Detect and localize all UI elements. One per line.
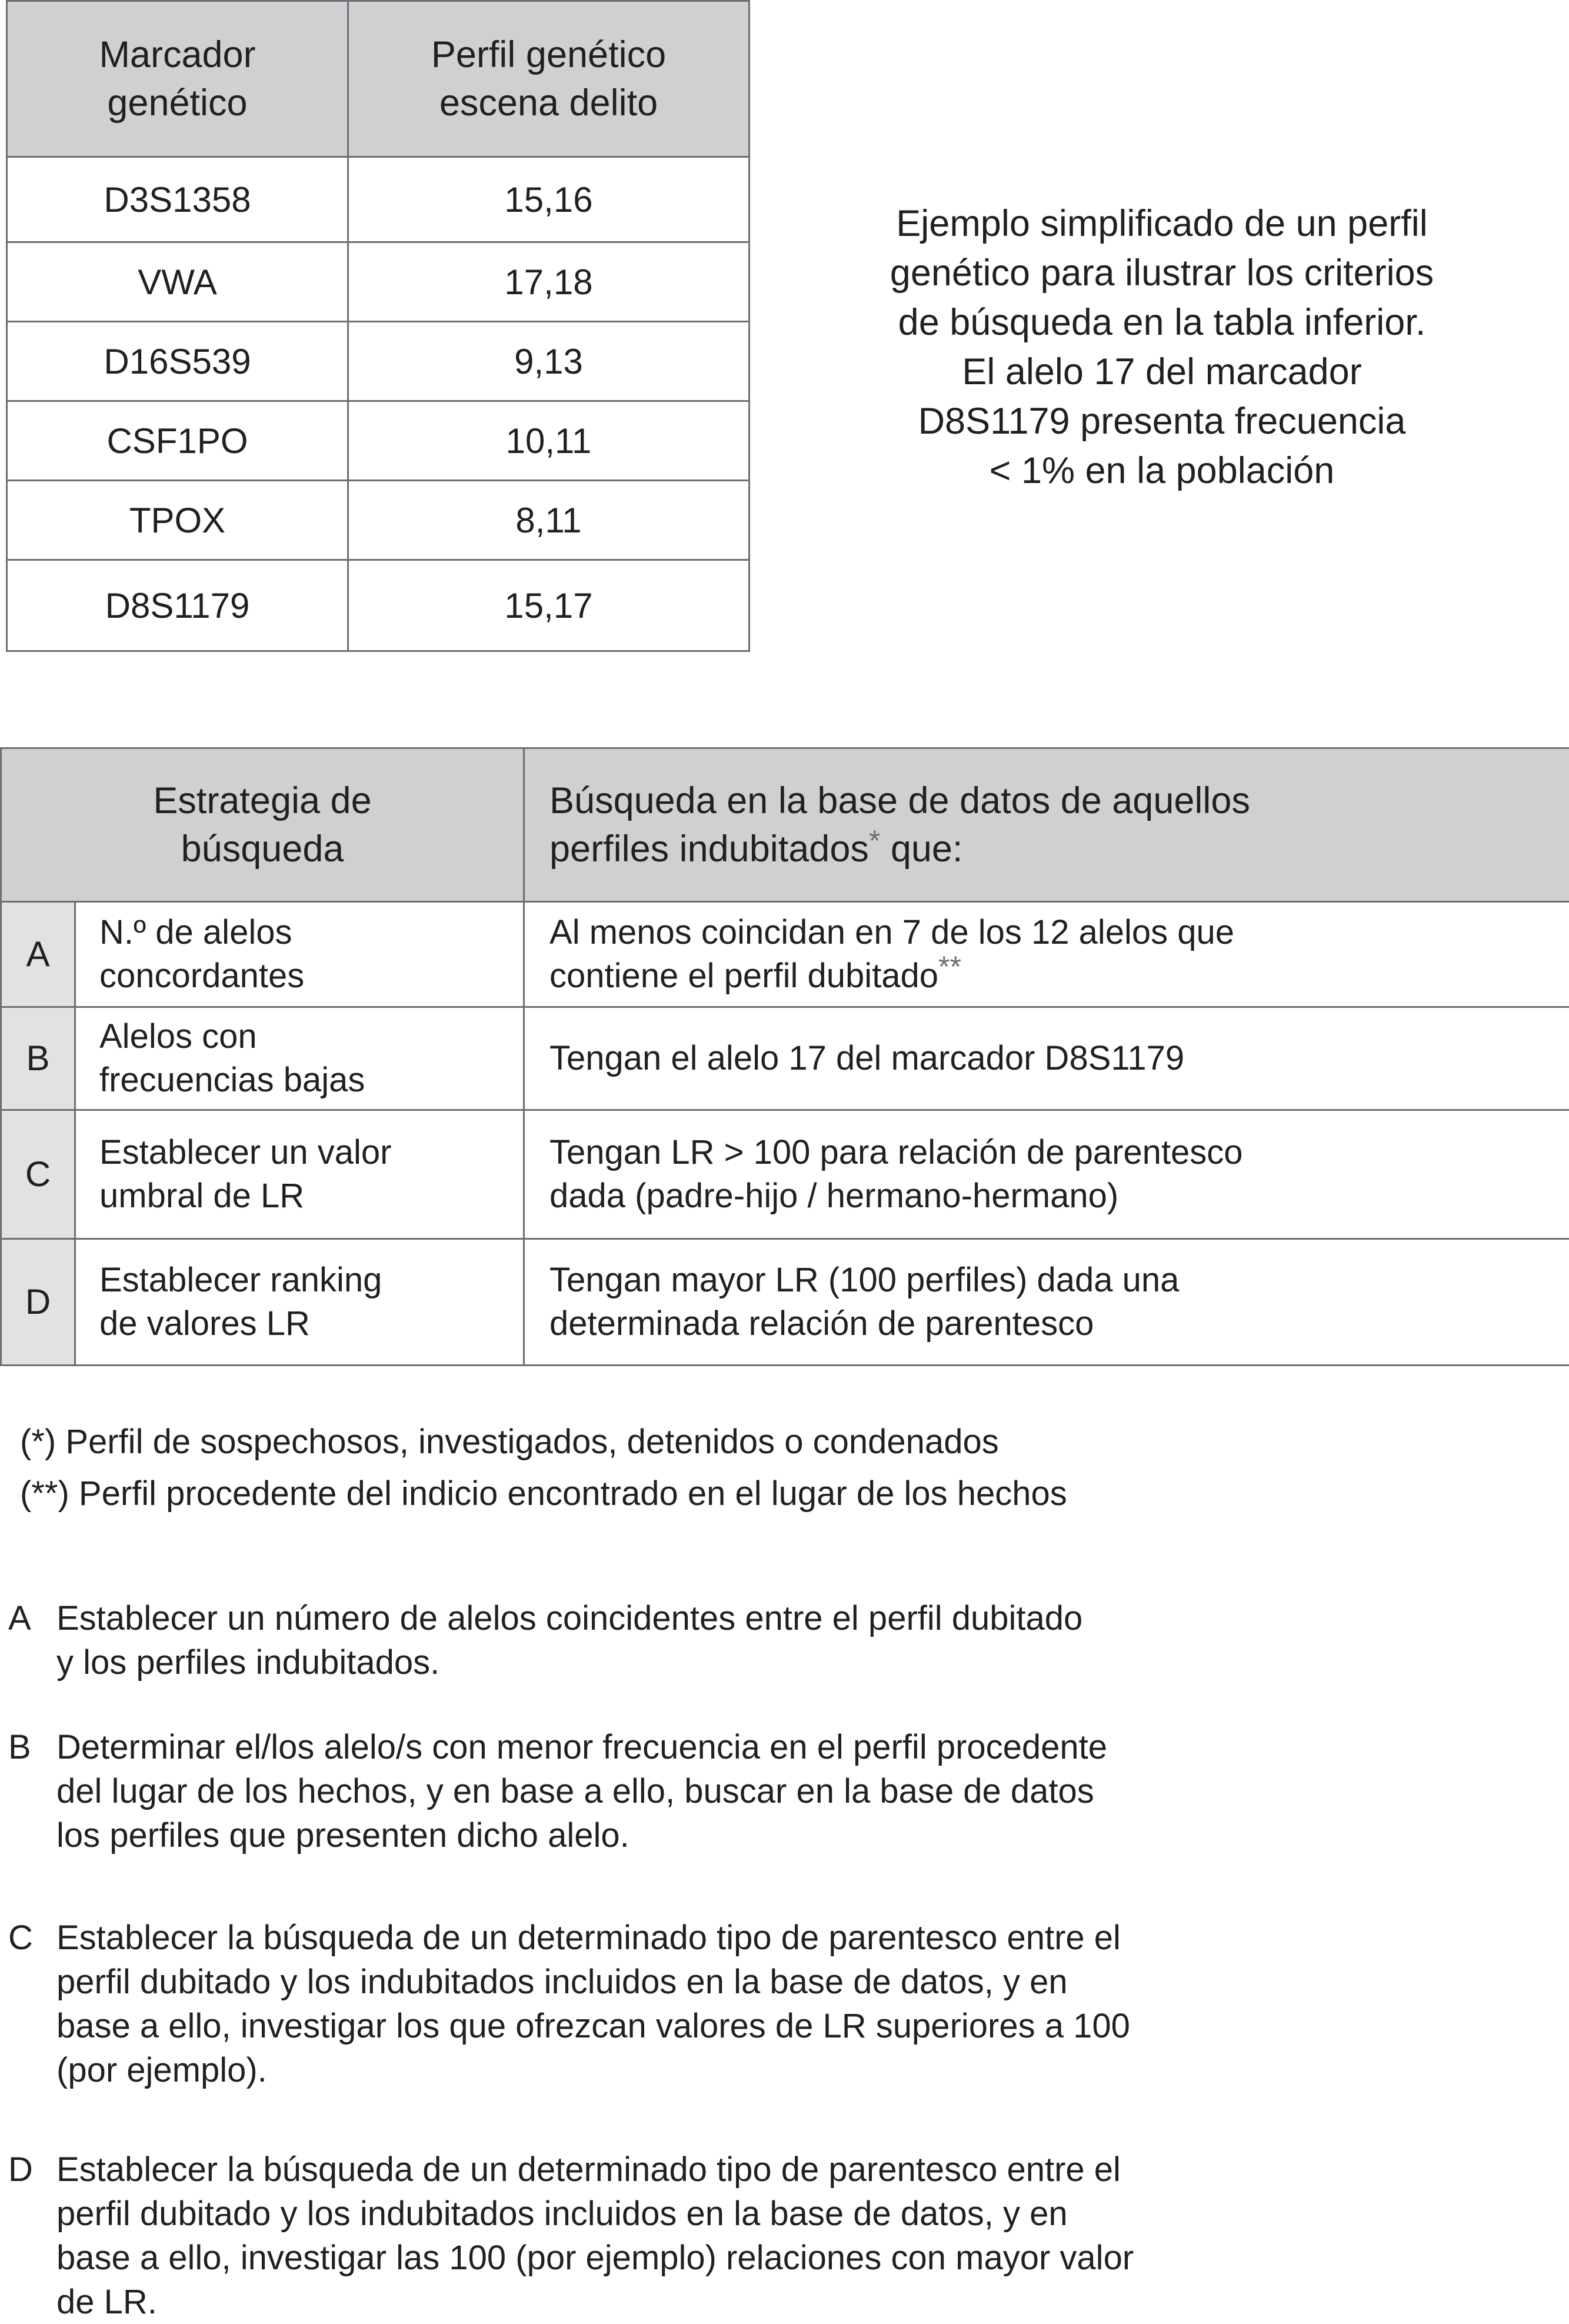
table-row <box>7 322 749 401</box>
explanation-line: y los perfiles indubitados. <box>56 1640 1292 1684</box>
explanation-letter: C <box>8 1916 44 1960</box>
strategy-line: frecuencias bajas <box>99 1061 365 1099</box>
strategy-line: Alelos con <box>99 1017 257 1056</box>
marker-cell: VWA <box>7 242 348 322</box>
explanation-line: de LR. <box>56 2280 1292 2324</box>
asterisk-mark: * <box>869 824 880 857</box>
strategy-line: concordantes <box>99 957 304 995</box>
marker-cell: D16S539 <box>7 322 348 401</box>
explanation-letter: A <box>8 1596 44 1640</box>
search-cell <box>524 1110 1569 1239</box>
strategy-line: de valores LR <box>99 1304 310 1343</box>
search-line: dada (padre-hijo / hermano-hermano) <box>549 1177 1118 1215</box>
explanation-line: del lugar de los hechos, y en base a ello, buscar en la base de datos <box>56 1769 1292 1813</box>
explanation-line: Establecer un número de alelos coincidentes entre el perfil dubitado <box>56 1596 1292 1640</box>
example-note-line: Ejemplo simplificado de un perfil <box>812 199 1512 248</box>
header-marker-line-1: Marcador <box>99 34 255 75</box>
profile-cell: 17,18 <box>348 242 749 322</box>
marker-cell: TPOX <box>7 481 348 560</box>
header-search-line-2: perfiles indubitados <box>549 828 869 870</box>
table-row <box>1 902 1569 1007</box>
table-row <box>7 157 749 242</box>
strategy-line: Establecer un valor <box>99 1133 391 1171</box>
explanation-line: perfil dubitado y los indubitados incluidos en la base de datos, y en <box>56 1960 1292 2004</box>
explanation-letter: B <box>8 1725 44 1769</box>
explanation-text <box>56 2147 1292 2324</box>
explanation-text <box>56 1916 1292 2092</box>
explanation-line: perfil dubitado y los indubitados incluidos en la base de datos, y en <box>56 2192 1292 2236</box>
header-marker <box>7 1 348 157</box>
explanation-text <box>56 1725 1292 1857</box>
row-letter: B <box>1 1007 75 1110</box>
example-note-line: El alelo 17 del marcador <box>812 347 1512 397</box>
marker-cell: CSF1PO <box>7 401 348 481</box>
marker-cell: D8S1179 <box>7 560 348 651</box>
search-cell <box>524 1239 1569 1366</box>
search-line: Tengan mayor LR (100 perfiles) dada una <box>549 1261 1179 1299</box>
strategy-table-header-row <box>1 748 1569 902</box>
strategy-cell <box>75 1007 524 1110</box>
strategy-line: umbral de LR <box>99 1177 304 1215</box>
footnote-crime-scene-profile: (**) Perfil procedente del indicio encontrado en el lugar de los hechos <box>20 1472 1067 1516</box>
explanation-text <box>56 1596 1292 1684</box>
row-letter: A <box>1 902 75 1007</box>
table-row <box>7 481 749 560</box>
strategy-cell <box>75 1239 524 1366</box>
header-search-line-1: Búsqueda en la base de datos de aquellos <box>549 780 1250 821</box>
row-letter: C <box>1 1110 75 1239</box>
strategy-cell <box>75 1110 524 1239</box>
explanation-letter: D <box>8 2147 44 2192</box>
header-search-tail: que: <box>880 828 962 870</box>
genetic-profile-table <box>6 0 750 652</box>
explanation-line: (por ejemplo). <box>56 2048 1292 2092</box>
double-asterisk-mark: ** <box>938 950 961 983</box>
example-note-line: D8S1179 presenta frecuencia <box>812 397 1512 446</box>
table-row <box>7 560 749 651</box>
search-line: Al menos coincidan en 7 de los 12 alelos que <box>549 913 1234 951</box>
strategy-line: Establecer ranking <box>99 1261 382 1299</box>
profile-table-header-row <box>7 1 749 157</box>
profile-cell: 10,11 <box>348 401 749 481</box>
profile-cell: 9,13 <box>348 322 749 401</box>
strategy-cell <box>75 902 524 1007</box>
explanation-line: Establecer la búsqueda de un determinado tipo de parentesco entre el <box>56 2147 1292 2192</box>
table-row <box>1 1239 1569 1366</box>
header-search <box>524 748 1569 902</box>
explanation-line: los perfiles que presenten dicho alelo. <box>56 1813 1292 1857</box>
table-row <box>7 401 749 481</box>
explanation-line: base a ello, investigar los que ofrezcan valores de LR superiores a 100 <box>56 2004 1292 2048</box>
search-line: determinada relación de parentesco <box>549 1304 1094 1343</box>
header-profile-line-2: escena delito <box>439 82 658 124</box>
profile-cell: 15,16 <box>348 157 749 242</box>
header-strategy-line-2: búsqueda <box>181 828 344 870</box>
profile-cell: 15,17 <box>348 560 749 651</box>
example-note-line: genético para ilustrar los criterios <box>812 248 1512 298</box>
header-strategy <box>1 748 524 902</box>
example-note <box>812 199 1512 495</box>
search-line: contiene el perfil dubitado <box>549 957 938 995</box>
example-note-line: < 1% en la población <box>812 446 1512 495</box>
row-letter: D <box>1 1239 75 1366</box>
header-profile-line-1: Perfil genético <box>431 34 666 75</box>
marker-cell: D3S1358 <box>7 157 348 242</box>
explanation-line: Establecer la búsqueda de un determinado tipo de parentesco entre el <box>56 1916 1292 1960</box>
explanation-line: base a ello, investigar las 100 (por ejemplo) relaciones con mayor valor <box>56 2236 1292 2280</box>
table-row <box>7 242 749 322</box>
search-strategy-table <box>0 747 1569 1366</box>
search-cell <box>524 902 1569 1007</box>
header-marker-line-2: genético <box>107 82 247 124</box>
example-note-line: de búsqueda en la tabla inferior. <box>812 298 1512 347</box>
explanation-line: Determinar el/los alelo/s con menor frecuencia en el perfil procedente <box>56 1725 1292 1769</box>
header-profile <box>348 1 749 157</box>
profile-cell: 8,11 <box>348 481 749 560</box>
table-row <box>1 1110 1569 1239</box>
header-strategy-line-1: Estrategia de <box>153 780 371 821</box>
footnote-suspects: (*) Perfil de sospechosos, investigados, detenidos o condenados <box>20 1420 999 1464</box>
strategy-line: N.º de alelos <box>99 913 292 951</box>
search-line: Tengan LR > 100 para relación de parentesco <box>549 1133 1243 1171</box>
table-row <box>1 1007 1569 1110</box>
search-cell <box>524 1007 1569 1110</box>
search-line: Tengan el alelo 17 del marcador D8S1179 <box>549 1039 1184 1077</box>
